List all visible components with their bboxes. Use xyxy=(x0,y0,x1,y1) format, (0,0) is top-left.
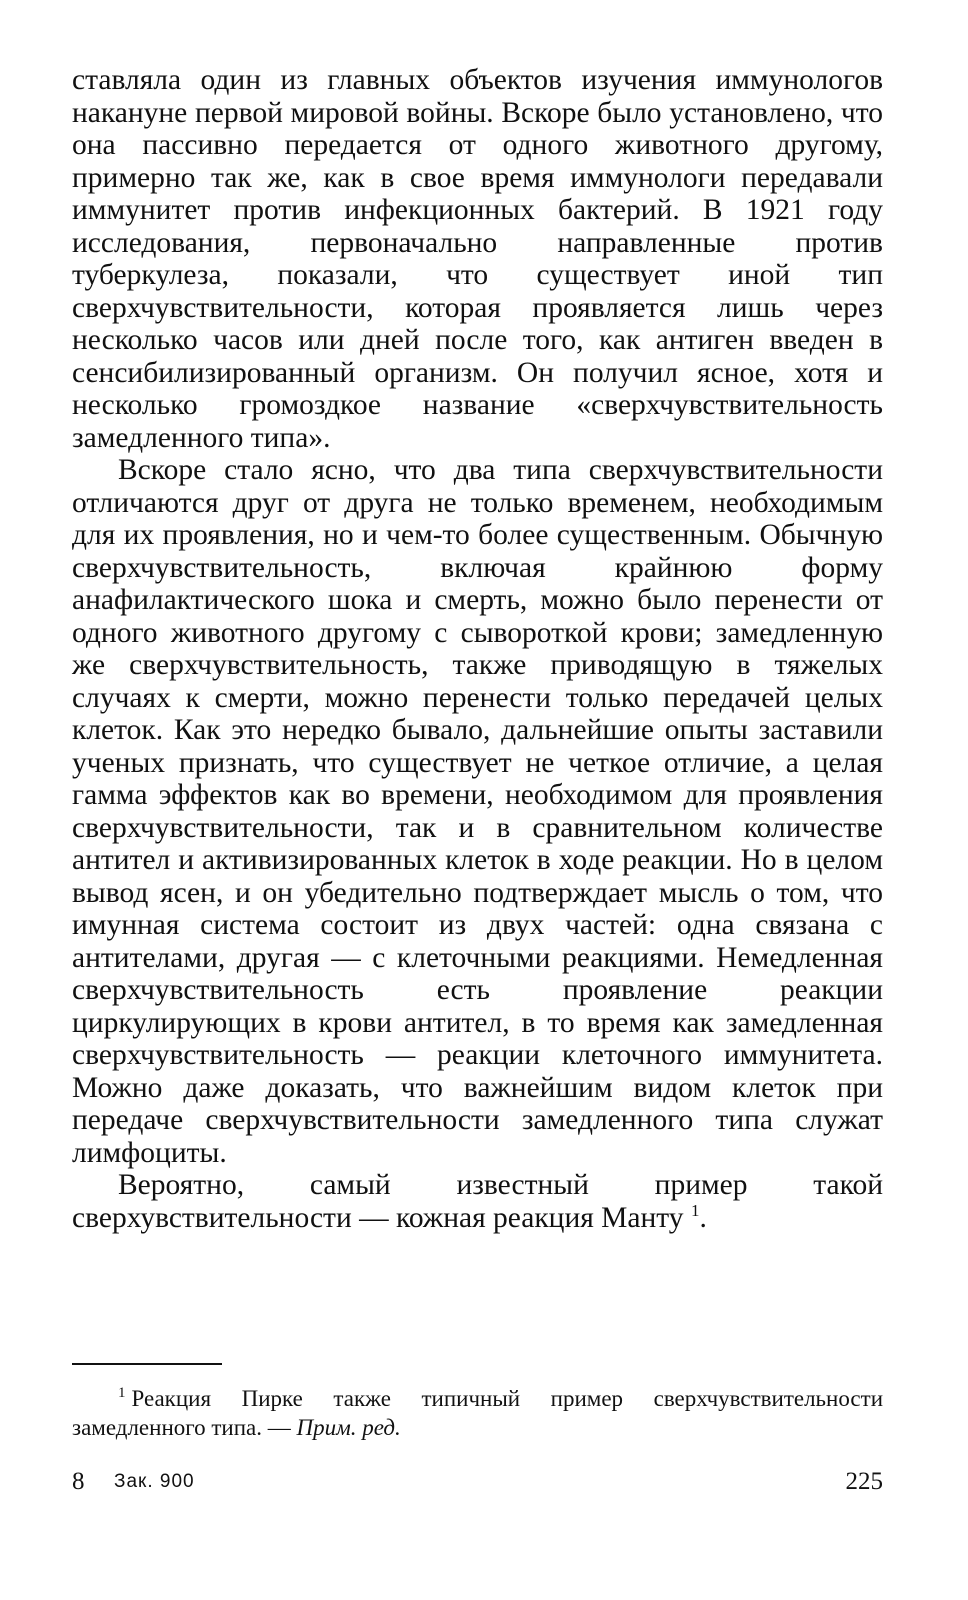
page-footer xyxy=(72,1468,883,1502)
print-order-mark: Зак. 900 xyxy=(114,1471,195,1492)
main-text xyxy=(72,64,883,1234)
footnote-marker: 1 xyxy=(118,1385,126,1402)
footnote-editor-note: Прим. ред. xyxy=(296,1415,401,1440)
paragraph-text: Вероятно, самый известный пример такой сверхувствительности — кожная реакция Манту xyxy=(72,1169,883,1234)
footnote-reference: 1 xyxy=(690,1200,700,1220)
paragraph-continued: ставляла один из главных объектов изучения иммунологов накануне первой мировой войны. Вскоре было установлено, что она пассивно передается от одного животного другому, примерно так же, как в свое время иммунологи передавали иммунитет против инфекционных бактерий. В 1921 году исследования, первоначально направленные против туберкулеза, показали, что существует иной тип сверхчувствительности, которая проявляется лишь через несколько часов или дней после того, как антиген введен в сенсибилизированный организм. Он получил ясное, хотя и несколько громоздкое название «сверхчувствительность замедленного типа». xyxy=(72,64,883,454)
page-number: 225 xyxy=(845,1468,883,1495)
paragraph-last xyxy=(72,1169,883,1234)
paragraph: Вскоре стало ясно, что два типа сверхчувствительности отличаются друг от друга не только временем, необходимым для их проявления, но и чем-то более существенным. Обычную сверхчувствительность, включая крайнюю форму анафилактического шока и смерть, можно было перенести от одного животного другому с сывороткой крови; замедленную же сверхчувствительность, также приводящую в тяжелых случаях к смерти, можно перенести только передачей целых клеток. Как это нередко бывало, дальнейшие опыты заставили ученых признать, что существует не четкое отличие, а целая гамма эффектов как во времени, необходимом для проявления сверхчувствительности, так и в сравнительном количестве антител и активизированных клеток в ходе реакции. Но в целом вывод ясен, и он убедительно подтверждает мысль о том, что имунная система состоит из двух частей: одна связана с антителами, другая — с клеточными реакциями. Немедленная сверхчувствительность есть проявление реакции циркулирующих в крови антител, в то время как замедленная сверхчувствительность — реакции клеточного иммунитета. Можно даже доказать, что важнейшим видом клеток при передаче сверхчувствительности замедленного типа служат лимфоциты. xyxy=(72,454,883,1169)
footnote-separator xyxy=(72,1363,222,1365)
paragraph-end-punctuation: . xyxy=(699,1201,707,1234)
signature-number: 8 xyxy=(72,1468,85,1495)
footnote xyxy=(72,1384,883,1442)
footnote-text: Реакция Пирке также типичный пример сверхчувствительности замедленного типа. — xyxy=(72,1386,883,1440)
